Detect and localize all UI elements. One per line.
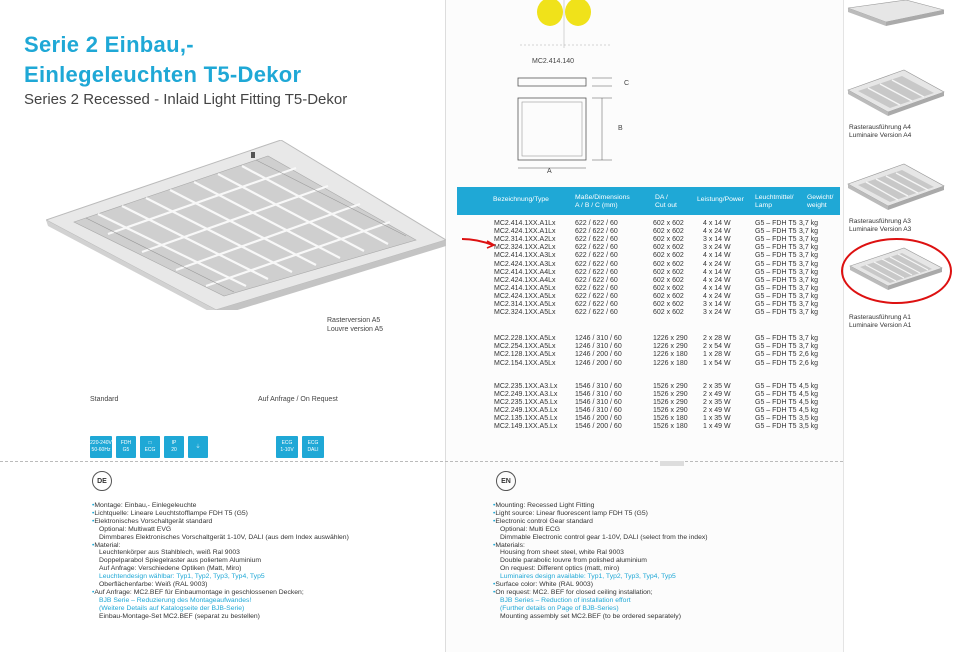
table-cell-dim: 622 / 622 / 60 — [575, 276, 618, 284]
table-cell-power: 2 x 54 W — [703, 343, 731, 351]
table-cell-weight: 3,7 kg — [799, 228, 819, 236]
divider-marker — [660, 461, 684, 466]
col-weight-line-1: Gewicht/ — [807, 194, 834, 201]
voltage-badge — [90, 436, 112, 458]
table-cell-dim: 622 / 622 / 60 — [575, 236, 618, 244]
badge-text: ⏚ — [195, 443, 201, 450]
dimension-drawing — [512, 76, 632, 176]
col-dimensions-line-1: Maße/Dimensions — [575, 194, 630, 201]
table-cell-power: 2 x 35 W — [703, 382, 731, 390]
col-cutout-line-1: DA / — [655, 194, 668, 201]
thumbnail-a3-caption-en: Luminaire Version A3 — [849, 226, 912, 233]
table-cell-dim: 1246 / 200 / 60 — [575, 359, 622, 367]
description-line: • On request: MC2. BEF for closed ceiling installation; — [493, 589, 708, 597]
description-line: Doppelparabol Spiegelraster aus poliertem Aluminium — [99, 557, 262, 565]
col-lamp-line-1: Leuchtmittel/ — [755, 194, 794, 201]
description-line: Luminaires design available: Typ1, Typ2, Typ3, Typ4, Typ5 — [500, 573, 676, 581]
table-cell-power: 1 x 28 W — [703, 351, 731, 359]
table-cell-cut: 602 x 602 — [653, 309, 684, 317]
table-cell-dim: 1546 / 310 / 60 — [575, 390, 622, 398]
table-cell-power: 2 x 49 W — [703, 406, 731, 414]
description-line: Double parabolic louvre from polished aluminium — [500, 557, 647, 565]
table-cell-type: MC2.149.1XX.A5.Lx — [494, 423, 558, 431]
table-cell-dim: 1246 / 310 / 60 — [575, 343, 622, 351]
page-subtitle: Series 2 Recessed - Inlaid Light Fitting T5-Dekor — [24, 91, 348, 108]
description-line: • Auf Anfrage: MC2.BEF für Einbaumontage in geschlossenen Decken; — [92, 589, 349, 597]
description-line: Mounting assembly set MC2.BEF (to be ordered separately) — [500, 612, 681, 620]
description-line: • Materials: — [493, 542, 708, 550]
badge-text: ECG — [144, 447, 156, 453]
description-line: • Light source: Linear fluorescent lamp FDH T5 (G5) — [493, 510, 708, 518]
col-dimensions-line-2: A / B / C (mm) — [575, 202, 618, 209]
table-cell-cut: 602 x 602 — [653, 260, 684, 268]
table-row — [457, 360, 840, 369]
table-cell-lamp: G5 – FDH T5 — [755, 382, 797, 390]
table-cell-dim: 1246 / 310 / 60 — [575, 335, 622, 343]
table-cell-dim: 622 / 622 / 60 — [575, 260, 618, 268]
table-cell-lamp: G5 – FDH T5 — [755, 252, 797, 260]
table-cell-weight: 4,5 kg — [799, 390, 819, 398]
spec-table-header — [457, 187, 840, 215]
table-cell-weight: 3,7 kg — [799, 260, 819, 268]
table-cell-lamp: G5 – FDH T5 — [755, 343, 797, 351]
table-cell-weight: 3,7 kg — [799, 276, 819, 284]
badge-text: 20 — [171, 447, 177, 453]
table-cell-lamp: G5 – FDH T5 — [755, 415, 797, 422]
description-line: Dimmbares Elektronisches Vorschaltgerät 1-10V, DALI (aus dem Index auswählen) — [99, 533, 349, 541]
table-cell-weight: 3,7 kg — [799, 268, 819, 276]
table-cell-type: MC2.135.1XX.A5.Lx — [494, 415, 558, 422]
col-lamp — [755, 194, 794, 210]
table-cell-lamp: G5 – FDH T5 — [755, 220, 797, 227]
col-designation: Bezeichnung/Type — [493, 196, 549, 203]
table-cell-dim: 622 / 622 / 60 — [575, 309, 618, 317]
table-cell-dim: 622 / 622 / 60 — [575, 284, 618, 292]
table-cell-type: MC2.324.1XX.A2Lx — [494, 244, 556, 252]
table-cell-lamp: G5 – FDH T5 — [755, 309, 797, 317]
table-cell-power: 1 x 35 W — [703, 415, 731, 422]
thumbnail-a3 — [846, 160, 946, 212]
page-title — [24, 30, 301, 90]
table-cell-type: MC2.235.1XX.A5.Lx — [494, 398, 558, 406]
table-cell-cut: 1226 x 180 — [653, 359, 688, 367]
table-cell-dim: 1546 / 310 / 60 — [575, 382, 622, 390]
thumbnail-a1-caption-de: Rasterausführung A1 — [849, 314, 911, 321]
table-cell-type: MC2.424.1XX.A3Lx — [494, 260, 556, 268]
badge-text: 220-240V — [90, 440, 112, 446]
table-cell-cut: 1526 x 290 — [653, 398, 688, 406]
luminaire-illustration — [46, 140, 446, 310]
thumbnail-a4-caption — [849, 124, 911, 140]
description-line: (Further details on Page of BJB-Series) — [500, 604, 619, 612]
dim-b-label: B — [618, 125, 623, 132]
lang-badge-en: EN — [496, 471, 516, 491]
table-cell-weight: 3,7 kg — [799, 309, 819, 317]
table-cell-lamp: G5 – FDH T5 — [755, 390, 797, 398]
table-cell-cut: 602 x 602 — [653, 228, 684, 236]
table-cell-type: MC2.424.1XX.A4Lx — [494, 276, 556, 284]
table-cell-cut: 602 x 602 — [653, 301, 684, 308]
table-cell-lamp: G5 – FDH T5 — [755, 423, 797, 431]
standard-badges — [90, 436, 208, 458]
lamp-socket-badge — [116, 436, 136, 458]
table-cell-cut: 1526 x 290 — [653, 406, 688, 414]
dali-ecg-badge — [302, 436, 324, 458]
table-cell-lamp: G5 – FDH T5 — [755, 292, 797, 300]
thumbnail-a4 — [846, 66, 946, 118]
thumbnail-a1-caption — [849, 314, 911, 330]
table-cell-power: 1 x 49 W — [703, 423, 731, 431]
table-cell-weight: 4,5 kg — [799, 398, 819, 406]
table-cell-power: 2 x 28 W — [703, 335, 731, 343]
badge-text: FDH — [120, 440, 132, 446]
table-cell-lamp: G5 – FDH T5 — [755, 260, 797, 268]
table-cell-power: 2 x 35 W — [703, 398, 731, 406]
thumbnail-a1-caption-en: Luminaire Version A1 — [849, 322, 912, 329]
table-cell-type: MC2.254.1XX.A5Lx — [494, 343, 556, 351]
table-cell-power: 4 x 24 W — [703, 276, 731, 284]
thumbnail-a4-caption-en: Luminaire Version A4 — [849, 132, 912, 139]
table-cell-power: 4 x 14 W — [703, 220, 731, 227]
table-cell-lamp: G5 – FDH T5 — [755, 228, 797, 236]
table-cell-lamp: G5 – FDH T5 — [755, 236, 797, 244]
table-cell-cut: 602 x 602 — [653, 268, 684, 276]
table-row — [457, 423, 840, 432]
description-de — [92, 502, 349, 621]
badge-text: ECG — [281, 440, 293, 446]
table-cell-type: MC2.154.1XX.A5Lx — [494, 359, 556, 367]
table-cell-weight: 3,7 kg — [799, 220, 819, 227]
table-cell-cut: 602 x 602 — [653, 292, 684, 300]
table-cell-power: 3 x 14 W — [703, 301, 731, 308]
col-cutout — [655, 194, 677, 210]
table-cell-lamp: G5 – FDH T5 — [755, 301, 797, 308]
thumbnail-top — [846, 0, 946, 32]
caption-de: Rasterversion A5 — [327, 317, 381, 324]
badge-text: 1-10V — [280, 447, 294, 453]
caption-en: Louvre version A5 — [327, 326, 384, 333]
dimmable-ecg-badge — [276, 436, 298, 458]
table-cell-type: MC2.414.1XX.A3Lx — [494, 252, 556, 260]
title-line-1: Serie 2 Einbau,- — [24, 32, 194, 57]
table-cell-weight: 4,5 kg — [799, 382, 819, 390]
description-line: BJB Serie – Reduzierung des Montageaufwandes! — [99, 596, 252, 604]
table-cell-power: 3 x 24 W — [703, 244, 731, 252]
description-line: • Elektronisches Vorschaltgerät standard — [92, 518, 349, 526]
table-cell-type: MC2.128.1XX.A5Lx — [494, 351, 556, 359]
annotation-arrow-icon — [460, 236, 496, 250]
table-cell-power: 4 x 14 W — [703, 252, 731, 260]
description-line: Leuchtendesign wählbar: Typ1, Typ2, Typ3, Typ4, Typ5 — [99, 573, 265, 581]
description-line: • Electronic control Gear standard — [493, 518, 708, 526]
table-cell-weight: 3,7 kg — [799, 236, 819, 244]
table-cell-cut: 602 x 602 — [653, 284, 684, 292]
lang-badge-de: DE — [92, 471, 112, 491]
ecg-badge — [140, 436, 160, 458]
table-cell-weight: 3,7 kg — [799, 335, 819, 343]
table-cell-power: 1 x 54 W — [703, 359, 731, 367]
col-weight-line-2: weight — [807, 202, 827, 209]
annotation-circle — [841, 238, 952, 304]
col-power: Leistung/Power — [697, 196, 744, 203]
table-cell-cut: 1226 x 290 — [653, 335, 688, 343]
table-cell-power: 2 x 49 W — [703, 390, 731, 398]
table-cell-lamp: G5 – FDH T5 — [755, 335, 797, 343]
table-row — [457, 309, 840, 318]
badge-text: G5 — [122, 447, 130, 453]
description-en — [493, 502, 708, 621]
light-distribution-diagram — [520, 0, 640, 60]
badge-text: DALI — [307, 447, 319, 453]
table-cell-weight: 3,7 kg — [799, 292, 819, 300]
table-cell-power: 4 x 14 W — [703, 268, 731, 276]
table-cell-cut: 1226 x 180 — [653, 351, 688, 359]
description-line: Housing from sheet steel, white Ral 9003 — [500, 549, 624, 557]
table-cell-lamp: G5 – FDH T5 — [755, 284, 797, 292]
table-cell-power: 4 x 24 W — [703, 228, 731, 236]
standard-label: Standard — [90, 396, 119, 403]
table-cell-dim: 1546 / 310 / 60 — [575, 398, 622, 406]
title-line-2: Einlegeleuchten T5-Dekor — [24, 62, 302, 87]
description-line: BJB Series – Reduction of installation effort — [500, 596, 631, 604]
description-line: Optional: Multiwatt EVG — [99, 525, 172, 533]
col-lamp-line-2: Lamp — [755, 202, 773, 209]
thumbnail-a4-caption-de: Rasterausführung A4 — [849, 124, 911, 131]
description-line: On request: Different optics (matt, miro) — [500, 565, 620, 573]
table-cell-dim: 1546 / 310 / 60 — [575, 406, 622, 414]
table-cell-dim: 622 / 622 / 60 — [575, 244, 618, 252]
section-divider — [0, 461, 843, 462]
table-cell-cut: 1526 x 290 — [653, 382, 688, 390]
table-cell-weight: 3,5 kg — [799, 415, 819, 422]
table-cell-dim: 622 / 622 / 60 — [575, 220, 618, 227]
badge-text: 50-60Hz — [91, 447, 111, 453]
table-cell-dim: 622 / 622 / 60 — [575, 301, 618, 308]
table-cell-lamp: G5 – FDH T5 — [755, 268, 797, 276]
table-cell-weight: 3,7 kg — [799, 252, 819, 260]
table-cell-power: 4 x 24 W — [703, 260, 731, 268]
table-cell-cut: 1526 x 290 — [653, 390, 688, 398]
table-cell-cut: 602 x 602 — [653, 244, 684, 252]
table-cell-dim: 1246 / 200 / 60 — [575, 351, 622, 359]
table-cell-dim: 622 / 622 / 60 — [575, 252, 618, 260]
table-cell-power: 3 x 14 W — [703, 236, 731, 244]
table-cell-type: MC2.424.1XX.A5Lx — [494, 292, 556, 300]
table-cell-dim: 1546 / 200 / 60 — [575, 423, 622, 431]
description-line: (Weitere Details auf Katalogseite der BJB-Serie) — [99, 604, 245, 612]
table-cell-type: MC2.324.1XX.A5Lx — [494, 309, 556, 317]
table-cell-cut: 602 x 602 — [653, 252, 684, 260]
description-line: • Montage: Einbau,- Einlegeleuchte — [92, 502, 349, 510]
table-cell-weight: 4,5 kg — [799, 406, 819, 414]
col-weight — [807, 194, 833, 210]
image-caption — [327, 316, 383, 334]
table-cell-lamp: G5 – FDH T5 — [755, 351, 797, 359]
thumbnail-a3-caption-de: Rasterausführung A3 — [849, 218, 911, 225]
table-cell-type: MC2.414.1XX.A1Lx — [494, 220, 556, 227]
table-cell-weight: 3,5 kg — [799, 423, 819, 431]
description-line: Optional: Multi ECG — [500, 525, 561, 533]
table-cell-dim: 622 / 622 / 60 — [575, 228, 618, 236]
request-badges — [276, 436, 324, 458]
table-cell-cut: 1226 x 290 — [653, 343, 688, 351]
table-cell-dim: 622 / 622 / 60 — [575, 268, 618, 276]
ip-rating-badge — [164, 436, 184, 458]
description-line: • Mounting: Recessed Light Fitting — [493, 502, 708, 510]
drawing-model-label: MC2.414.140 — [532, 58, 575, 65]
table-cell-type: MC2.314.1XX.A2Lx — [494, 236, 556, 244]
table-cell-weight: 3,7 kg — [799, 284, 819, 292]
table-cell-cut: 602 x 602 — [653, 236, 684, 244]
dim-c-label: C — [624, 80, 630, 87]
col-cutout-line-2: Cut out — [655, 202, 677, 209]
table-cell-lamp: G5 – FDH T5 — [755, 244, 797, 252]
description-line: • Material: — [92, 542, 349, 550]
table-cell-power: 4 x 14 W — [703, 284, 731, 292]
table-cell-type: MC2.414.1XX.A4Lx — [494, 268, 556, 276]
table-cell-cut: 1526 x 180 — [653, 423, 688, 431]
table-cell-weight: 2,6 kg — [799, 359, 819, 367]
description-line: Einbau-Montage-Set MC2.BEF (separat zu bestellen) — [99, 612, 260, 620]
description-line: Leuchtenkörper aus Stahlblech, weiß Ral 9003 — [99, 549, 240, 557]
table-cell-lamp: G5 – FDH T5 — [755, 359, 797, 367]
description-line: Auf Anfrage: Verschiedene Optiken (Matt, Miro) — [99, 565, 242, 573]
table-cell-dim: 1546 / 200 / 60 — [575, 415, 622, 422]
table-cell-lamp: G5 – FDH T5 — [755, 276, 797, 284]
table-cell-dim: 622 / 622 / 60 — [575, 292, 618, 300]
table-cell-type: MC2.249.1XX.A5.Lx — [494, 406, 558, 414]
col-dimensions — [575, 194, 630, 210]
dim-a-label: A — [547, 168, 552, 175]
description-line: Oberflächenfarbe: Weiß (RAL 9003) — [99, 581, 208, 589]
table-cell-type: MC2.424.1XX.A1Lx — [494, 228, 556, 236]
table-cell-power: 3 x 24 W — [703, 309, 731, 317]
table-cell-type: MC2.414.1XX.A5Lx — [494, 284, 556, 292]
badge-text: □ — [148, 440, 152, 446]
table-cell-power: 4 x 24 W — [703, 292, 731, 300]
table-cell-weight: 3,7 kg — [799, 244, 819, 252]
table-cell-type: MC2.235.1XX.A3.Lx — [494, 382, 558, 390]
table-cell-weight: 3,7 kg — [799, 301, 819, 308]
table-cell-type: MC2.314.1XX.A5Lx — [494, 301, 556, 308]
table-cell-cut: 602 x 602 — [653, 276, 684, 284]
table-cell-lamp: G5 – FDH T5 — [755, 406, 797, 414]
table-cell-type: MC2.249.1XX.A3.Lx — [494, 390, 558, 398]
table-cell-cut: 602 x 602 — [653, 220, 684, 227]
badge-text: ECG — [307, 440, 319, 446]
table-cell-weight: 3,7 kg — [799, 343, 819, 351]
description-line: Dimmable Electronic control gear 1-10V, DALI (select from the index) — [500, 533, 708, 541]
table-cell-type: MC2.228.1XX.A5Lx — [494, 335, 556, 343]
table-cell-weight: 2,6 kg — [799, 351, 819, 359]
thumbnail-a3-caption — [849, 218, 911, 234]
badge-text: IP — [171, 440, 177, 446]
on-request-label: Auf Anfrage / On Request — [258, 396, 338, 403]
description-line: • Lichtquelle: Lineare Leuchtstofflampe FDH T5 (G5) — [92, 510, 349, 518]
table-cell-cut: 1526 x 180 — [653, 415, 688, 422]
description-line: • Surface color: White (RAL 9003) — [493, 581, 708, 589]
earth-icon — [188, 436, 208, 458]
table-cell-lamp: G5 – FDH T5 — [755, 398, 797, 406]
